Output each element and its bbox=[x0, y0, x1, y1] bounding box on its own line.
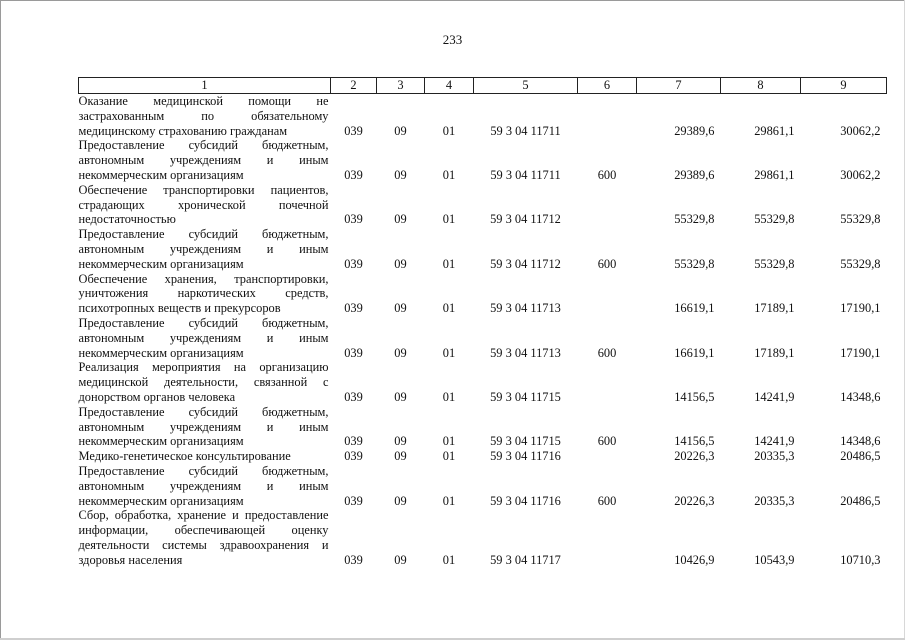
header-col-8: 8 bbox=[721, 78, 801, 94]
row-name: Медико-генетическое консультирование bbox=[78, 449, 291, 464]
table-row bbox=[79, 227, 887, 271]
row-amount-8: 17189,1 bbox=[754, 345, 795, 360]
row-col-6 bbox=[578, 183, 637, 227]
row-col-3: 09 bbox=[394, 345, 407, 360]
row-amount-7: 14156,5 bbox=[674, 434, 715, 449]
page-edge-left bbox=[0, 0, 1, 640]
row-name: Реализация мероприятия на организацию медицинской деятельности, связанной с донорством органов человека bbox=[78, 360, 329, 404]
row-amount-9: 20486,5 bbox=[840, 493, 881, 508]
row-name: Обеспечение транспортировки пациентов, страдающих хронической почечной недостаточностью bbox=[78, 182, 329, 227]
row-code: 59 3 04 11715 bbox=[490, 434, 561, 449]
row-amount-8: 14241,9 bbox=[754, 389, 795, 404]
row-amount-9: 17190,1 bbox=[840, 301, 881, 316]
row-code: 59 3 04 11711 bbox=[490, 167, 561, 182]
row-col-2: 039 bbox=[344, 301, 363, 316]
row-amount-8: 14241,9 bbox=[754, 434, 795, 449]
row-amount-9: 20486,5 bbox=[840, 449, 881, 464]
row-code: 59 3 04 11713 bbox=[490, 345, 561, 360]
header-col-9: 9 bbox=[801, 78, 887, 94]
row-col-3: 09 bbox=[394, 493, 407, 508]
row-name: Оказание медицинской помощи не застрахованным по обязательному медицинскому страхованию гражданам bbox=[78, 94, 329, 138]
row-col-6: 600 bbox=[597, 167, 617, 182]
row-code: 59 3 04 11716 bbox=[490, 449, 561, 464]
table-row bbox=[79, 405, 887, 449]
budget-table bbox=[78, 77, 887, 568]
row-col-4: 01 bbox=[442, 552, 456, 567]
row-col-3: 09 bbox=[394, 301, 407, 316]
header-col-3: 3 bbox=[377, 78, 425, 94]
row-col-2: 039 bbox=[344, 434, 363, 449]
row-amount-8: 29861,1 bbox=[754, 123, 795, 138]
row-col-4: 01 bbox=[442, 389, 456, 404]
row-amount-9: 55329,8 bbox=[840, 256, 881, 271]
row-col-6 bbox=[578, 94, 637, 139]
row-amount-7: 55329,8 bbox=[674, 256, 715, 271]
table-header bbox=[79, 78, 887, 94]
header-row bbox=[79, 78, 887, 94]
row-col-3: 09 bbox=[394, 123, 407, 138]
row-amount-8: 20335,3 bbox=[754, 493, 795, 508]
row-amount-8: 55329,8 bbox=[754, 256, 795, 271]
row-amount-8: 29861,1 bbox=[754, 167, 795, 182]
table-row bbox=[79, 272, 887, 316]
row-col-2: 039 bbox=[344, 212, 363, 227]
row-col-2: 039 bbox=[344, 345, 363, 360]
table-row bbox=[79, 316, 887, 360]
row-amount-8: 17189,1 bbox=[754, 301, 795, 316]
row-amount-7: 20226,3 bbox=[674, 493, 715, 508]
row-col-6 bbox=[578, 449, 637, 464]
row-amount-9: 10710,3 bbox=[840, 552, 881, 567]
row-col-6 bbox=[578, 360, 637, 404]
row-amount-9: 30062,2 bbox=[840, 167, 881, 182]
row-col-2: 039 bbox=[344, 256, 363, 271]
row-amount-9: 17190,1 bbox=[840, 345, 881, 360]
header-col-6: 6 bbox=[578, 78, 637, 94]
row-col-4: 01 bbox=[442, 434, 456, 449]
row-amount-8: 10543,9 bbox=[754, 552, 795, 567]
row-amount-7: 14156,5 bbox=[674, 389, 715, 404]
row-col-4: 01 bbox=[442, 256, 456, 271]
row-code: 59 3 04 11712 bbox=[490, 256, 561, 271]
header-col-1: 1 bbox=[79, 78, 331, 94]
row-col-2: 039 bbox=[344, 167, 363, 182]
row-code: 59 3 04 11712 bbox=[490, 212, 561, 227]
row-amount-7: 20226,3 bbox=[674, 449, 715, 464]
table-row bbox=[79, 508, 887, 567]
header-col-5: 5 bbox=[474, 78, 578, 94]
row-col-3: 09 bbox=[394, 167, 407, 182]
row-col-4: 01 bbox=[442, 449, 456, 464]
row-amount-9: 55329,8 bbox=[840, 212, 881, 227]
row-amount-9: 30062,2 bbox=[840, 123, 881, 138]
table-row bbox=[79, 138, 887, 182]
row-name: Предоставление субсидий бюджетным, автономным учреждениям и иным некоммерческим организациям bbox=[78, 315, 329, 360]
page-number: 233 bbox=[442, 32, 463, 47]
row-col-2: 039 bbox=[344, 449, 363, 464]
row-amount-9: 14348,6 bbox=[840, 389, 881, 404]
row-col-3: 09 bbox=[394, 389, 407, 404]
row-col-4: 01 bbox=[442, 123, 456, 138]
row-amount-7: 10426,9 bbox=[674, 552, 715, 567]
row-name: Предоставление субсидий бюджетным, автономным учреждениям и иным некоммерческим организациям bbox=[78, 404, 329, 449]
row-col-4: 01 bbox=[442, 345, 456, 360]
row-col-4: 01 bbox=[442, 301, 456, 316]
row-col-6 bbox=[578, 272, 637, 316]
header-col-7: 7 bbox=[637, 78, 721, 94]
row-col-4: 01 bbox=[442, 493, 456, 508]
row-code: 59 3 04 11716 bbox=[490, 493, 561, 508]
row-col-3: 09 bbox=[394, 434, 407, 449]
row-col-6: 600 bbox=[597, 434, 617, 449]
row-code: 59 3 04 11711 bbox=[490, 123, 561, 138]
row-col-3: 09 bbox=[394, 212, 407, 227]
row-amount-7: 16619,1 bbox=[674, 345, 715, 360]
row-amount-7: 29389,6 bbox=[674, 167, 715, 182]
row-col-4: 01 bbox=[442, 167, 456, 182]
row-col-2: 039 bbox=[344, 123, 363, 138]
row-col-3: 09 bbox=[394, 449, 407, 464]
page-edge-top bbox=[0, 0, 905, 1]
row-name: Предоставление субсидий бюджетным, автономным учреждениям и иным некоммерческим организациям bbox=[78, 227, 329, 271]
row-amount-7: 55329,8 bbox=[674, 212, 715, 227]
row-name: Предоставление субсидий бюджетным, автономным учреждениям и иным некоммерческим организациям bbox=[78, 463, 329, 508]
row-col-2: 039 bbox=[344, 552, 363, 567]
row-amount-7: 29389,6 bbox=[674, 123, 715, 138]
table-row bbox=[79, 183, 887, 227]
row-amount-7: 16619,1 bbox=[674, 301, 715, 316]
header-col-2: 2 bbox=[331, 78, 377, 94]
row-code: 59 3 04 11713 bbox=[490, 301, 561, 316]
row-col-4: 01 bbox=[442, 212, 456, 227]
row-col-6: 600 bbox=[597, 256, 617, 271]
row-code: 59 3 04 11715 bbox=[490, 389, 561, 404]
table-row bbox=[79, 360, 887, 404]
row-col-6: 600 bbox=[597, 493, 617, 508]
table-body bbox=[79, 94, 887, 568]
row-col-6: 600 bbox=[597, 345, 617, 360]
row-name: Сбор, обработка, хранение и предоставление информации, обеспечивающей оценку деятельности системы здравоохранения и здоровья населения bbox=[78, 508, 329, 567]
row-col-3: 09 bbox=[394, 552, 407, 567]
row-code: 59 3 04 11717 bbox=[490, 552, 561, 567]
header-col-4: 4 bbox=[425, 78, 474, 94]
row-name: Предоставление субсидий бюджетным, автономным учреждениям и иным некоммерческим организациям bbox=[78, 138, 329, 182]
row-amount-8: 20335,3 bbox=[754, 449, 795, 464]
table-row bbox=[79, 464, 887, 508]
row-amount-8: 55329,8 bbox=[754, 212, 795, 227]
row-col-2: 039 bbox=[344, 493, 363, 508]
row-name: Обеспечение хранения, транспортировки, уничтожения наркотических средств, психотропных веществ и прекурсоров bbox=[78, 271, 329, 316]
row-col-2: 039 bbox=[344, 389, 363, 404]
row-col-3: 09 bbox=[394, 256, 407, 271]
row-col-6 bbox=[578, 508, 637, 567]
table-row bbox=[79, 449, 887, 464]
row-amount-9: 14348,6 bbox=[840, 434, 881, 449]
table-row bbox=[79, 94, 887, 139]
